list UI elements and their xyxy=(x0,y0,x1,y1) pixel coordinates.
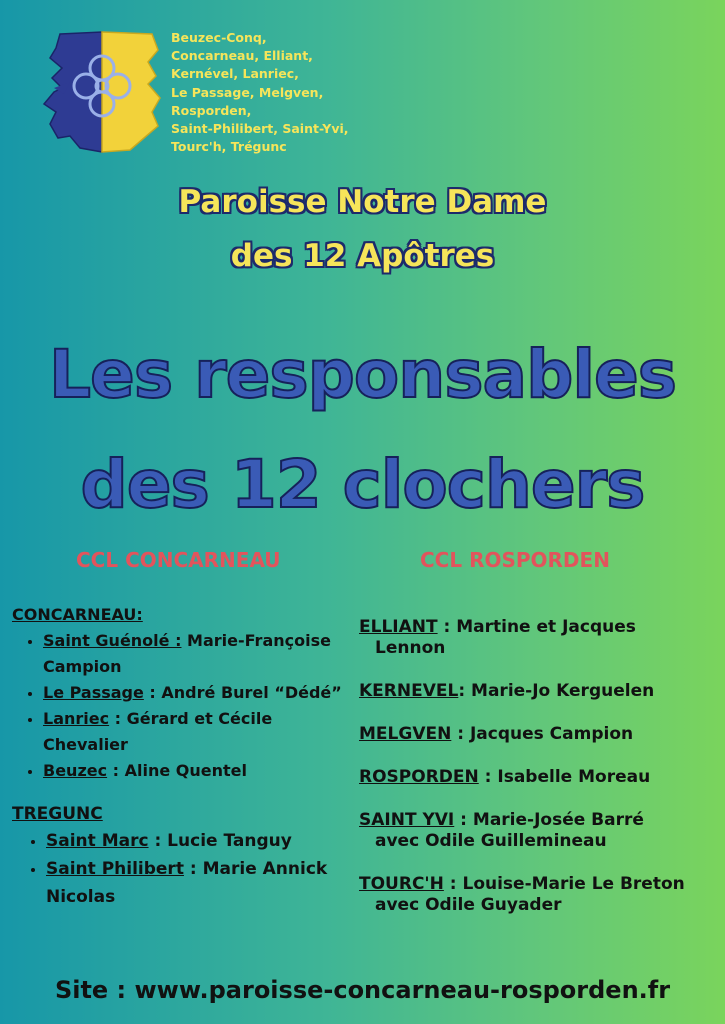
list-item xyxy=(359,724,719,745)
person-name: : Martine et Jacques xyxy=(437,617,636,637)
place-name: Saint Marc xyxy=(46,831,149,851)
parish-title-line2: des 12 Apôtres xyxy=(230,238,495,274)
ccl-concarneau-heading: CCL CONCARNEAU xyxy=(76,548,281,572)
headline-line1: Les responsables xyxy=(49,336,676,413)
tregunc-section xyxy=(12,801,352,911)
person-name: : Aline Quentel xyxy=(107,761,248,780)
person-name: : Marie Annick Nicolas xyxy=(46,859,328,907)
list-item xyxy=(43,628,352,680)
list-item xyxy=(359,810,719,852)
right-column xyxy=(359,617,719,938)
concarneau-list xyxy=(12,628,352,784)
town-line: Rosporden, xyxy=(171,102,252,118)
person-name: : Lucie Tanguy xyxy=(148,831,292,851)
ccl-rosporden-heading: CCL ROSPORDEN xyxy=(420,548,610,572)
list-item xyxy=(359,617,719,659)
town-line: Tourc'h, Trégunc xyxy=(171,139,287,155)
place-name: Lanriec xyxy=(43,709,110,728)
list-item xyxy=(359,681,719,702)
person-name: : Marie-Jo Kerguelen xyxy=(458,681,655,701)
list-item xyxy=(43,706,352,758)
town-line: Saint-Philibert, Saint-Yvi, xyxy=(171,121,349,137)
person-name-continued: Lennon xyxy=(375,638,446,658)
list-item xyxy=(46,855,352,911)
place-name: Saint Guénolé : xyxy=(43,631,182,650)
parish-title-line1: Paroisse Notre Dame xyxy=(178,184,547,220)
place-name: Saint Philibert xyxy=(46,859,184,879)
list-item xyxy=(359,874,719,916)
town-line: Beuzec-Conq, xyxy=(171,30,267,45)
place-name: Beuzec xyxy=(43,761,108,780)
town-line: Le Passage, Melgven, xyxy=(171,84,324,100)
place-name: Le Passage xyxy=(43,683,144,702)
concarneau-title: CONCARNEAU: xyxy=(12,605,143,624)
town-line: Kernével, Lanriec, xyxy=(171,66,299,82)
person-name-continued: avec Odile Guyader xyxy=(375,895,562,915)
towns-list xyxy=(171,29,371,156)
person-name: : Gérard et Cécile Chevalier xyxy=(43,709,273,754)
person-name: Marie-Françoise Campion xyxy=(43,631,331,676)
place-name: ELLIANT xyxy=(359,617,438,637)
list-item xyxy=(43,758,352,784)
tregunc-title: TREGUNC xyxy=(12,804,103,824)
person-name: : Jacques Campion xyxy=(451,724,634,744)
place-name: ROSPORDEN xyxy=(359,767,479,787)
headline-line2: des 12 clochers xyxy=(80,446,645,523)
person-name: : Marie-Josée Barré xyxy=(454,810,644,830)
place-name: SAINT YVI xyxy=(359,810,455,830)
person-name-continued: avec Odile Guillemineau xyxy=(375,831,607,851)
list-item xyxy=(46,827,352,855)
parish-logo-icon xyxy=(40,28,165,158)
person-name: : André Burel “Dédé” xyxy=(143,683,342,702)
place-name: TOURC'H xyxy=(359,874,444,894)
tregunc-list xyxy=(12,827,352,911)
left-column xyxy=(12,602,352,911)
list-item xyxy=(359,767,719,788)
website-line: Site : www.paroisse-concarneau-rosporden.fr xyxy=(54,976,671,1004)
place-name: MELGVEN xyxy=(359,724,452,744)
place-name: KERNEVEL xyxy=(359,681,459,701)
person-name: : Louise-Marie Le Breton xyxy=(443,874,685,894)
town-line: Concarneau, Elliant, xyxy=(171,48,313,64)
person-name: : Isabelle Moreau xyxy=(478,767,651,787)
list-item xyxy=(43,680,352,706)
